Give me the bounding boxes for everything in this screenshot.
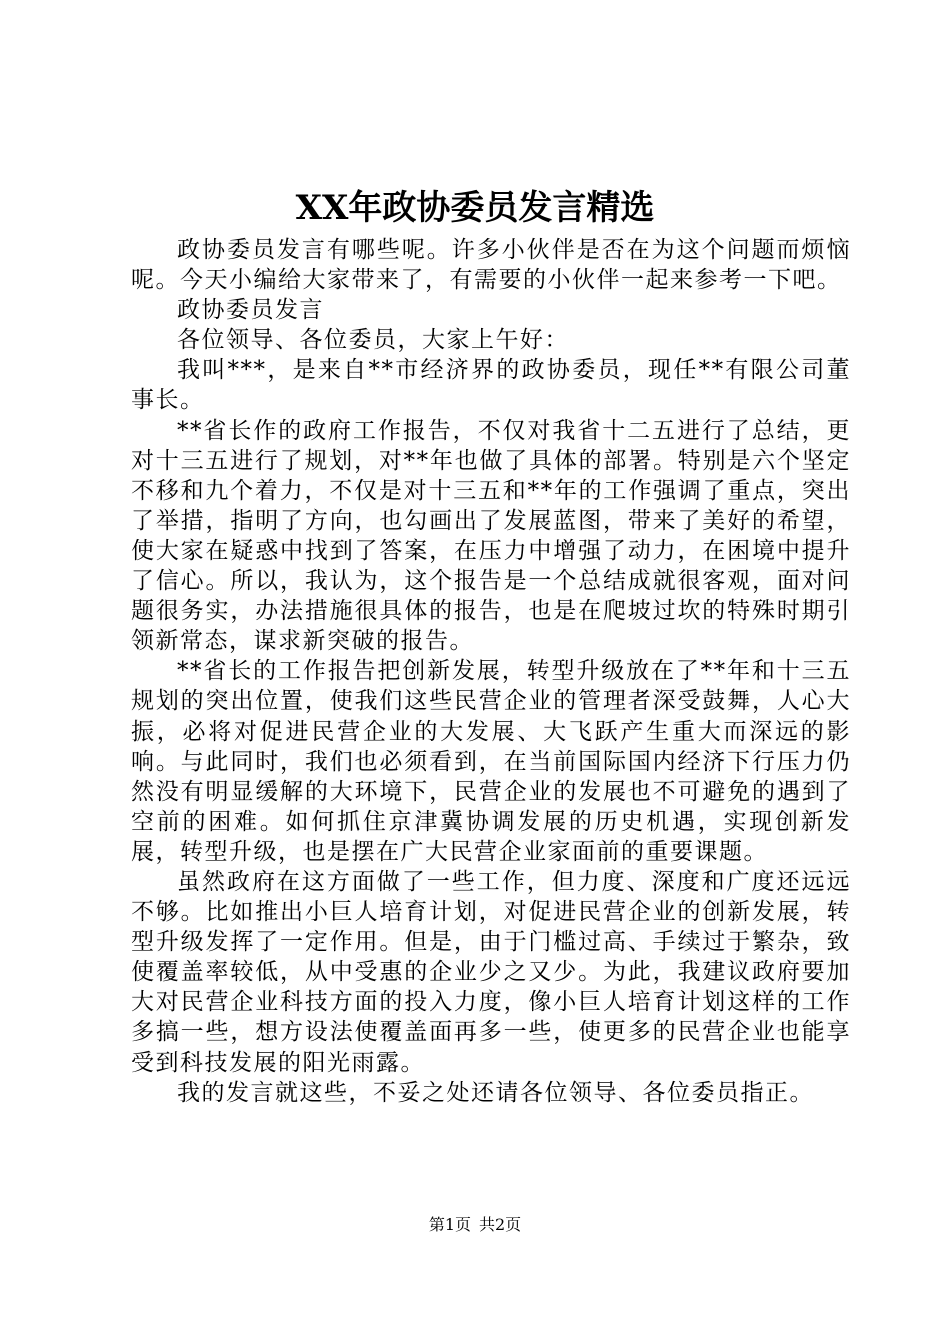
paragraph-subtitle: 政协委员发言 bbox=[177, 297, 324, 324]
document-title: XX年政协委员发言精选 bbox=[295, 188, 655, 228]
page-number: 第1页 bbox=[428, 1215, 471, 1234]
paragraph-report-review: **省长作的政府工作报告，不仅对我省十二五进行了总结，更对十三五进行了规划，对**年也做了具体的部署。特别是六个坚定不移和九个着力，不仅是对十三五和**年的工作强调了重点，突出了举措，指明了方向，也勾画出了发展蓝图，带来了美好的希望，使大家在疑惑中找到了答案，在压力中增强了动力，在困境中提升了信心。所以，我认为，这个报告是一个总结成就很客观，面对问题很务实，办法措施很具体的报告，也是在爬坡过坎的特殊时期引领新常态，谋求新突破的报告。 bbox=[131, 417, 851, 655]
paragraph-greeting: 各位领导、各位委员，大家上午好： bbox=[177, 327, 569, 354]
paragraph-suggestion: 虽然政府在这方面做了一些工作，但力度、深度和广度还远远不够。比如推出小巨人培育计划，对促进民营企业的创新发展，转型升级发挥了一定作用。但是，由于门槛过高、手续过于繁杂，致使覆盖率较低，从中受惠的企业少之又少。为此，我建议政府要加大对民营企业科技方面的投入力度，像小巨人培育计划这样的工作多搞一些，想方设法使覆盖面再多一些，使更多的民营企业也能享受到科技发展的阳光雨露。 bbox=[131, 868, 851, 1076]
document-body bbox=[131, 235, 851, 1108]
page-total: 共2页 bbox=[479, 1215, 522, 1234]
page-footer bbox=[0, 1213, 950, 1237]
paragraph-self-intro: 我叫***，是来自**市经济界的政协委员，现任**有限公司董事长。 bbox=[131, 357, 851, 414]
paragraph-innovation: **省长的工作报告把创新发展，转型升级放在了**年和十三五规划的突出位置，使我们这些民营企业的管理者深受鼓舞，人心大振，必将对促进民营企业的大发展、大飞跃产生重大而深远的影响。与此同时，我们也必须看到，在当前国际国内经济下行压力仍然没有明显缓解的大环境下，民营企业的发展也不可避免的遇到了空前的困难。如何抓住京津冀协调发展的历史机遇，实现创新发展，转型升级，也是摆在广大民营企业家面前的重要课题。 bbox=[131, 658, 851, 865]
paragraph-intro: 政协委员发言有哪些呢。许多小伙伴是否在为这个问题而烦恼呢。今天小编给大家带来了，有需要的小伙伴一起来参考一下吧。 bbox=[131, 237, 851, 294]
paragraph-closing: 我的发言就这些，不妥之处还请各位领导、各位委员指正。 bbox=[177, 1079, 814, 1106]
